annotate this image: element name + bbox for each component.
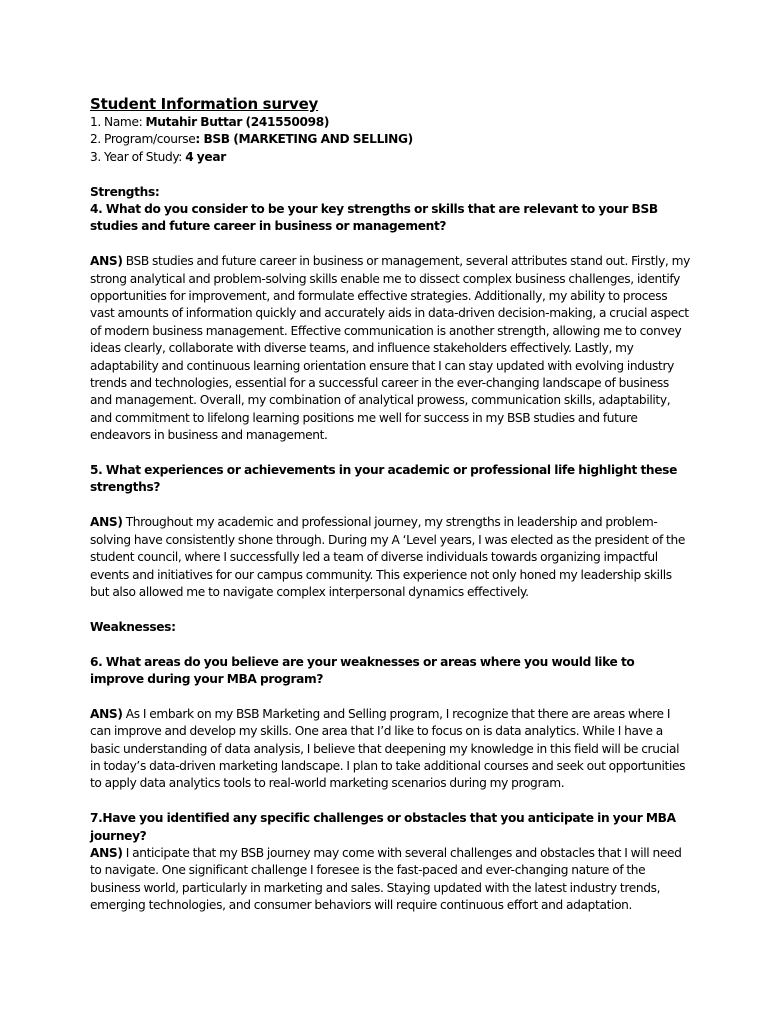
answer-4 bbox=[90, 253, 690, 444]
document-title: Student Information survey bbox=[90, 95, 319, 113]
question-4: 4. What do you consider to be your key strengths or skills that are relevant to your BSB studies and future career in business or management? bbox=[90, 202, 658, 234]
question-7: 7.Have you identified any specific challenges or obstacles that you anticipate in your MBA journey? bbox=[90, 811, 676, 843]
answer-5 bbox=[90, 514, 690, 601]
spacer bbox=[90, 166, 690, 183]
spacer bbox=[90, 688, 690, 705]
year-value: 4 year bbox=[185, 149, 226, 164]
spacer bbox=[90, 497, 690, 514]
weaknesses-heading: Weaknesses: bbox=[90, 619, 176, 634]
spacer bbox=[90, 793, 690, 810]
ans-label: ANS) bbox=[90, 515, 123, 530]
answer-7-text: I anticipate that my BSB journey may come with several challenges and obstacles that I will need to navigate. One significant challenge I foresee is the fast-paced and ever-changing nature of the business world, particularly in marketing and sales. Staying updated with the latest industry trends, emerging technologies, and consumer behaviors will require continuous effort and adaptation. bbox=[90, 845, 682, 913]
name-label: 1. Name: bbox=[90, 115, 146, 129]
answer-6 bbox=[90, 706, 690, 793]
spacer bbox=[90, 445, 690, 462]
year-line bbox=[90, 149, 690, 166]
answer-4-text: BSB studies and future career in business or management, several attributes stand out. Firstly, my strong analytical and problem-solving skills enable me to dissect complex business challenges, identify opportunities for improvement, and formulate effective strategies. Additionally, my ability to process vast amounts of information quickly and accurately aids in data-driven decision-making, a crucial aspect of modern business management. Effective communication is another strength, allowing me to convey ideas clearly, collaborate with diverse teams, and influence stakeholders effectively. Lastly, my adaptability and continuous learning orientation ensure that I can stay updated with evolving industry trends and technologies, essential for a successful career in the ever-changing landscape of business and management. Overall, my combination of analytical prowess, communication skills, adaptability, and commitment to lifelong learning positions me well for success in my BSB studies and future endeavors in business and management. bbox=[90, 254, 690, 443]
spacer bbox=[90, 236, 690, 253]
program-line bbox=[90, 131, 690, 148]
name-value: Mutahir Buttar (241550098) bbox=[145, 115, 330, 129]
year-label: 3. Year of Study: bbox=[90, 149, 186, 164]
name-line bbox=[90, 114, 690, 131]
program-value: : BSB (MARKETING AND SELLING) bbox=[195, 132, 413, 147]
program-label: 2. Program/course bbox=[90, 132, 196, 147]
question-6: 6. What areas do you believe are your weaknesses or areas where you would like to improve during your MBA program? bbox=[90, 654, 635, 686]
spacer bbox=[90, 601, 690, 618]
ans-label: ANS) bbox=[90, 845, 123, 860]
ans-label: ANS) bbox=[90, 254, 123, 269]
strengths-heading: Strengths: bbox=[90, 184, 160, 199]
answer-7 bbox=[90, 845, 690, 915]
question-5: 5. What experiences or achievements in your academic or professional life highlight these strengths? bbox=[90, 463, 677, 495]
answer-6-text: As I embark on my BSB Marketing and Selling program, I recognize that there are areas where I can improve and develop my skills. One area that I’d like to focus on is data analytics. While I have a basic understanding of data analysis, I believe that deepening my knowledge in this field will be crucial in today’s data-driven marketing landscape. I plan to take additional courses and seek out opportunities to apply data analytics tools to real-world marketing scenarios during my program. bbox=[90, 706, 686, 791]
ans-label: ANS) bbox=[90, 706, 123, 721]
answer-5-text: Throughout my academic and professional journey, my strengths in leadership and problem-solving have consistently shone through. During my A ‘Level years, I was elected as the president of the student council, where I successfully led a team of diverse individuals towards organizing impactful events and initiatives for our campus community. This experience not only honed my leadership skills but also allowed me to navigate complex interpersonal dynamics effectively. bbox=[90, 515, 686, 599]
spacer bbox=[90, 636, 690, 653]
document-page bbox=[90, 95, 690, 915]
